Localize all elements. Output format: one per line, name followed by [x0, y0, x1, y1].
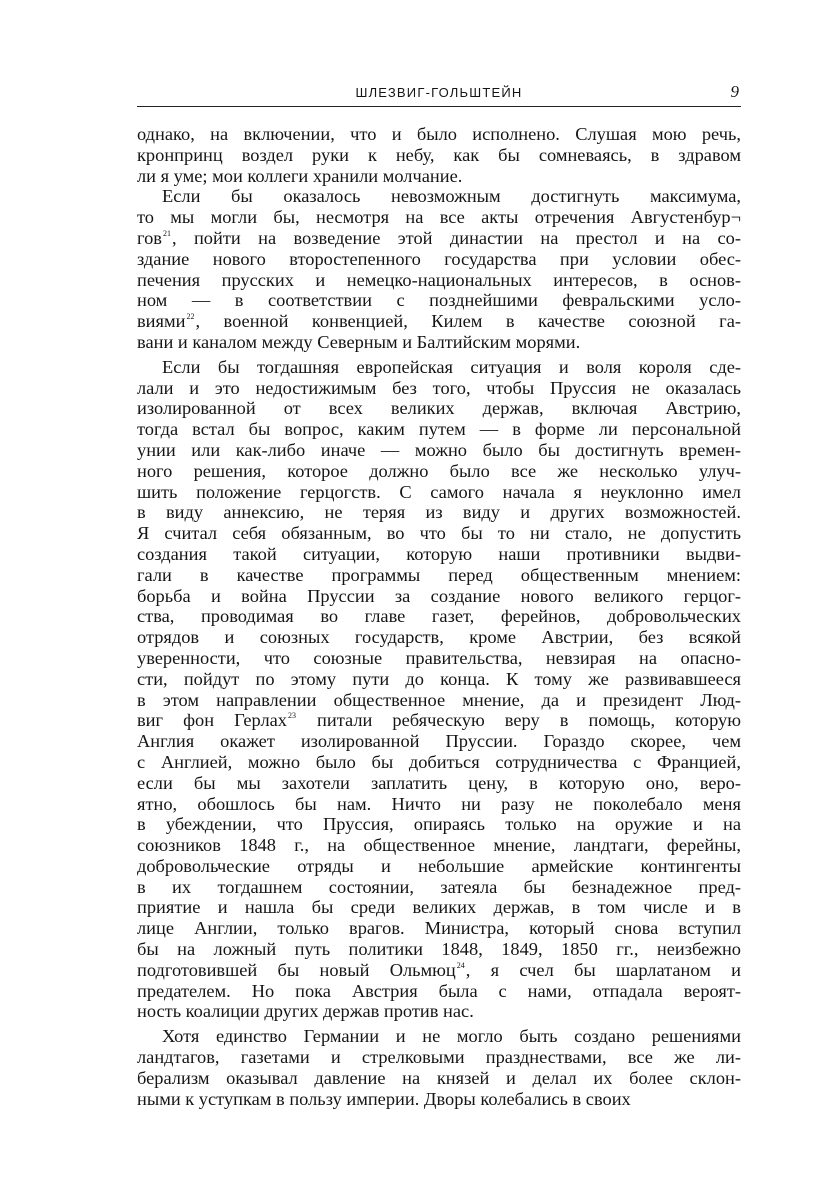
text-line: лице Англии, только врагов. Министра, который снова вступил: [137, 918, 741, 939]
text-line: отрядов и союзных государств, кроме Австрии, без всякой: [137, 627, 741, 648]
text-line: в их тогдашнем состоянии, затеяла бы безнадежное пред-: [137, 876, 741, 897]
text-line: приятие и нашла бы среди великих держав, в том числе и в: [137, 897, 741, 918]
running-header: [137, 82, 741, 104]
text-line: тогда встал бы вопрос, каким путем — в форме ли персональной: [137, 419, 741, 440]
page-number: 9: [730, 82, 739, 101]
text-line: шить положение герцогств. С самого начала я неуклонно имел: [137, 481, 741, 502]
text-line: борьба и война Пруссии за создание нового великого герцог-: [137, 585, 741, 606]
text-line: в убеждении, что Пруссия, опираясь только на оружие и на: [137, 814, 741, 835]
text-line: подготовившей бы новый Ольмюц$^{24}$, я счел бы шарлатаном и: [137, 959, 741, 980]
text-line: кронпринц воздел руки к небу, как бы сомневаясь, в здравом: [137, 144, 741, 165]
text-line: уверенности, что союзные правительства, невзирая на опасно-: [137, 647, 741, 668]
text-line: лали и это недостижимым без того, чтобы Пруссия не оказалась: [137, 377, 741, 398]
text-line: Я считал себя обязанным, во что бы то ни стало, не допустить: [137, 523, 741, 544]
text-line: сти, пойдут по этому пути до конца. К тому же развивавшееся: [137, 668, 741, 689]
text-line: Хотя единство Германии и не могло быть создано решениями: [162, 1026, 741, 1047]
text-line: печения прусских и немецко-национальных интересов, в основ-: [137, 269, 741, 290]
text-line: ного решения, которое должно было все же несколько улуч-: [137, 460, 741, 481]
paragraph: [137, 357, 741, 1023]
text-line: Если бы оказалось невозможным достигнуть максимума,: [162, 186, 741, 207]
text-line: союзников 1848 г., на общественное мнение, ландтаги, ферейны,: [137, 835, 741, 856]
text-line: ландтагов, газетами и стрелковыми празднествами, все же ли-: [137, 1047, 741, 1068]
text-line: гали в качестве программы перед общественным мнением:: [137, 564, 741, 585]
text-line: изолированной от всех великих держав, включая Австрию,: [137, 398, 741, 419]
text-line: однако, на включении, что и было исполнено. Слушая мою речь,: [137, 124, 741, 144]
body-text: [137, 124, 741, 1109]
footnote-ref[interactable]: 23: [288, 711, 296, 721]
text-line: то мы могли бы, несмотря на все акты отречения Августенбур¬: [137, 207, 741, 228]
text-line: в этом направлении общественное мнение, да и президент Люд-: [137, 689, 741, 710]
footnote-ref[interactable]: 21: [162, 228, 171, 238]
footnote-ref[interactable]: 22: [186, 312, 195, 322]
text-line: ность коалиции других держав против нас.: [137, 1001, 474, 1022]
text-line: ли я уме; мои коллеги хранили молчание.: [137, 165, 463, 186]
text-line: создания такой ситуации, которую наши противники выдви-: [137, 543, 741, 564]
text-line: ства, проводимая во главе газет, ферейнов, добровольческих: [137, 606, 741, 627]
text-line: ятно, обошлось бы нам. Ничто ни разу не поколебало меня: [137, 793, 741, 814]
text-line: вани и каналом между Северным и Балтийским морями.: [137, 331, 581, 352]
text-line: берализм оказывал давление на князей и делал их более склон-: [137, 1067, 741, 1088]
running-title: ШЛЕЗВИГ-ГОЛЬШТЕЙН: [355, 85, 523, 100]
text-line: предателем. Но пока Австрия была с нами, отпадала вероят-: [137, 980, 741, 1001]
text-line: добровольческие отряды и небольшие армейские контингенты: [137, 855, 741, 876]
text-line: ном — в соответствии с позднейшими февральскими усло-: [137, 290, 741, 311]
paragraph: [137, 1026, 741, 1109]
text-line: здание нового второстепенного государства при условии обес-: [137, 248, 741, 269]
text-line: гов$^{21}$, пойти на возведение этой династии на престол и на со-: [137, 227, 741, 248]
paragraph: [137, 124, 741, 186]
text-line: ными к уступкам в пользу империи. Дворы колебались в своих: [137, 1088, 631, 1109]
text-line: Если бы тогдашняя европейская ситуация и воля короля сде-: [162, 356, 741, 377]
paragraph: [137, 186, 741, 352]
text-line: виями$^{22}$, военной конвенцией, Килем в качестве союзной га-: [137, 311, 741, 332]
footnote-ref[interactable]: 24: [456, 960, 465, 970]
text-line: бы на ложный путь политики 1848, 1849, 1850 гг., неизбежно: [137, 939, 741, 960]
text-line: виг фон Герлах$^{23}$ питали ребяческую веру в помощь, которую: [137, 710, 741, 731]
text-line: в виду аннексию, не теряя из виду и других возможностей.: [137, 502, 741, 523]
text-line: с Англией, можно было бы добиться сотрудничества с Францией,: [137, 751, 741, 772]
text-line: если бы мы захотели заплатить цену, в которую оно, веро-: [137, 772, 741, 793]
text-line: унии или как-либо иначе — можно было бы достигнуть времен-: [137, 439, 741, 460]
text-line: Англия окажет изолированной Пруссии. Гораздо скорее, чем: [137, 731, 741, 752]
header-rule: [137, 106, 741, 107]
